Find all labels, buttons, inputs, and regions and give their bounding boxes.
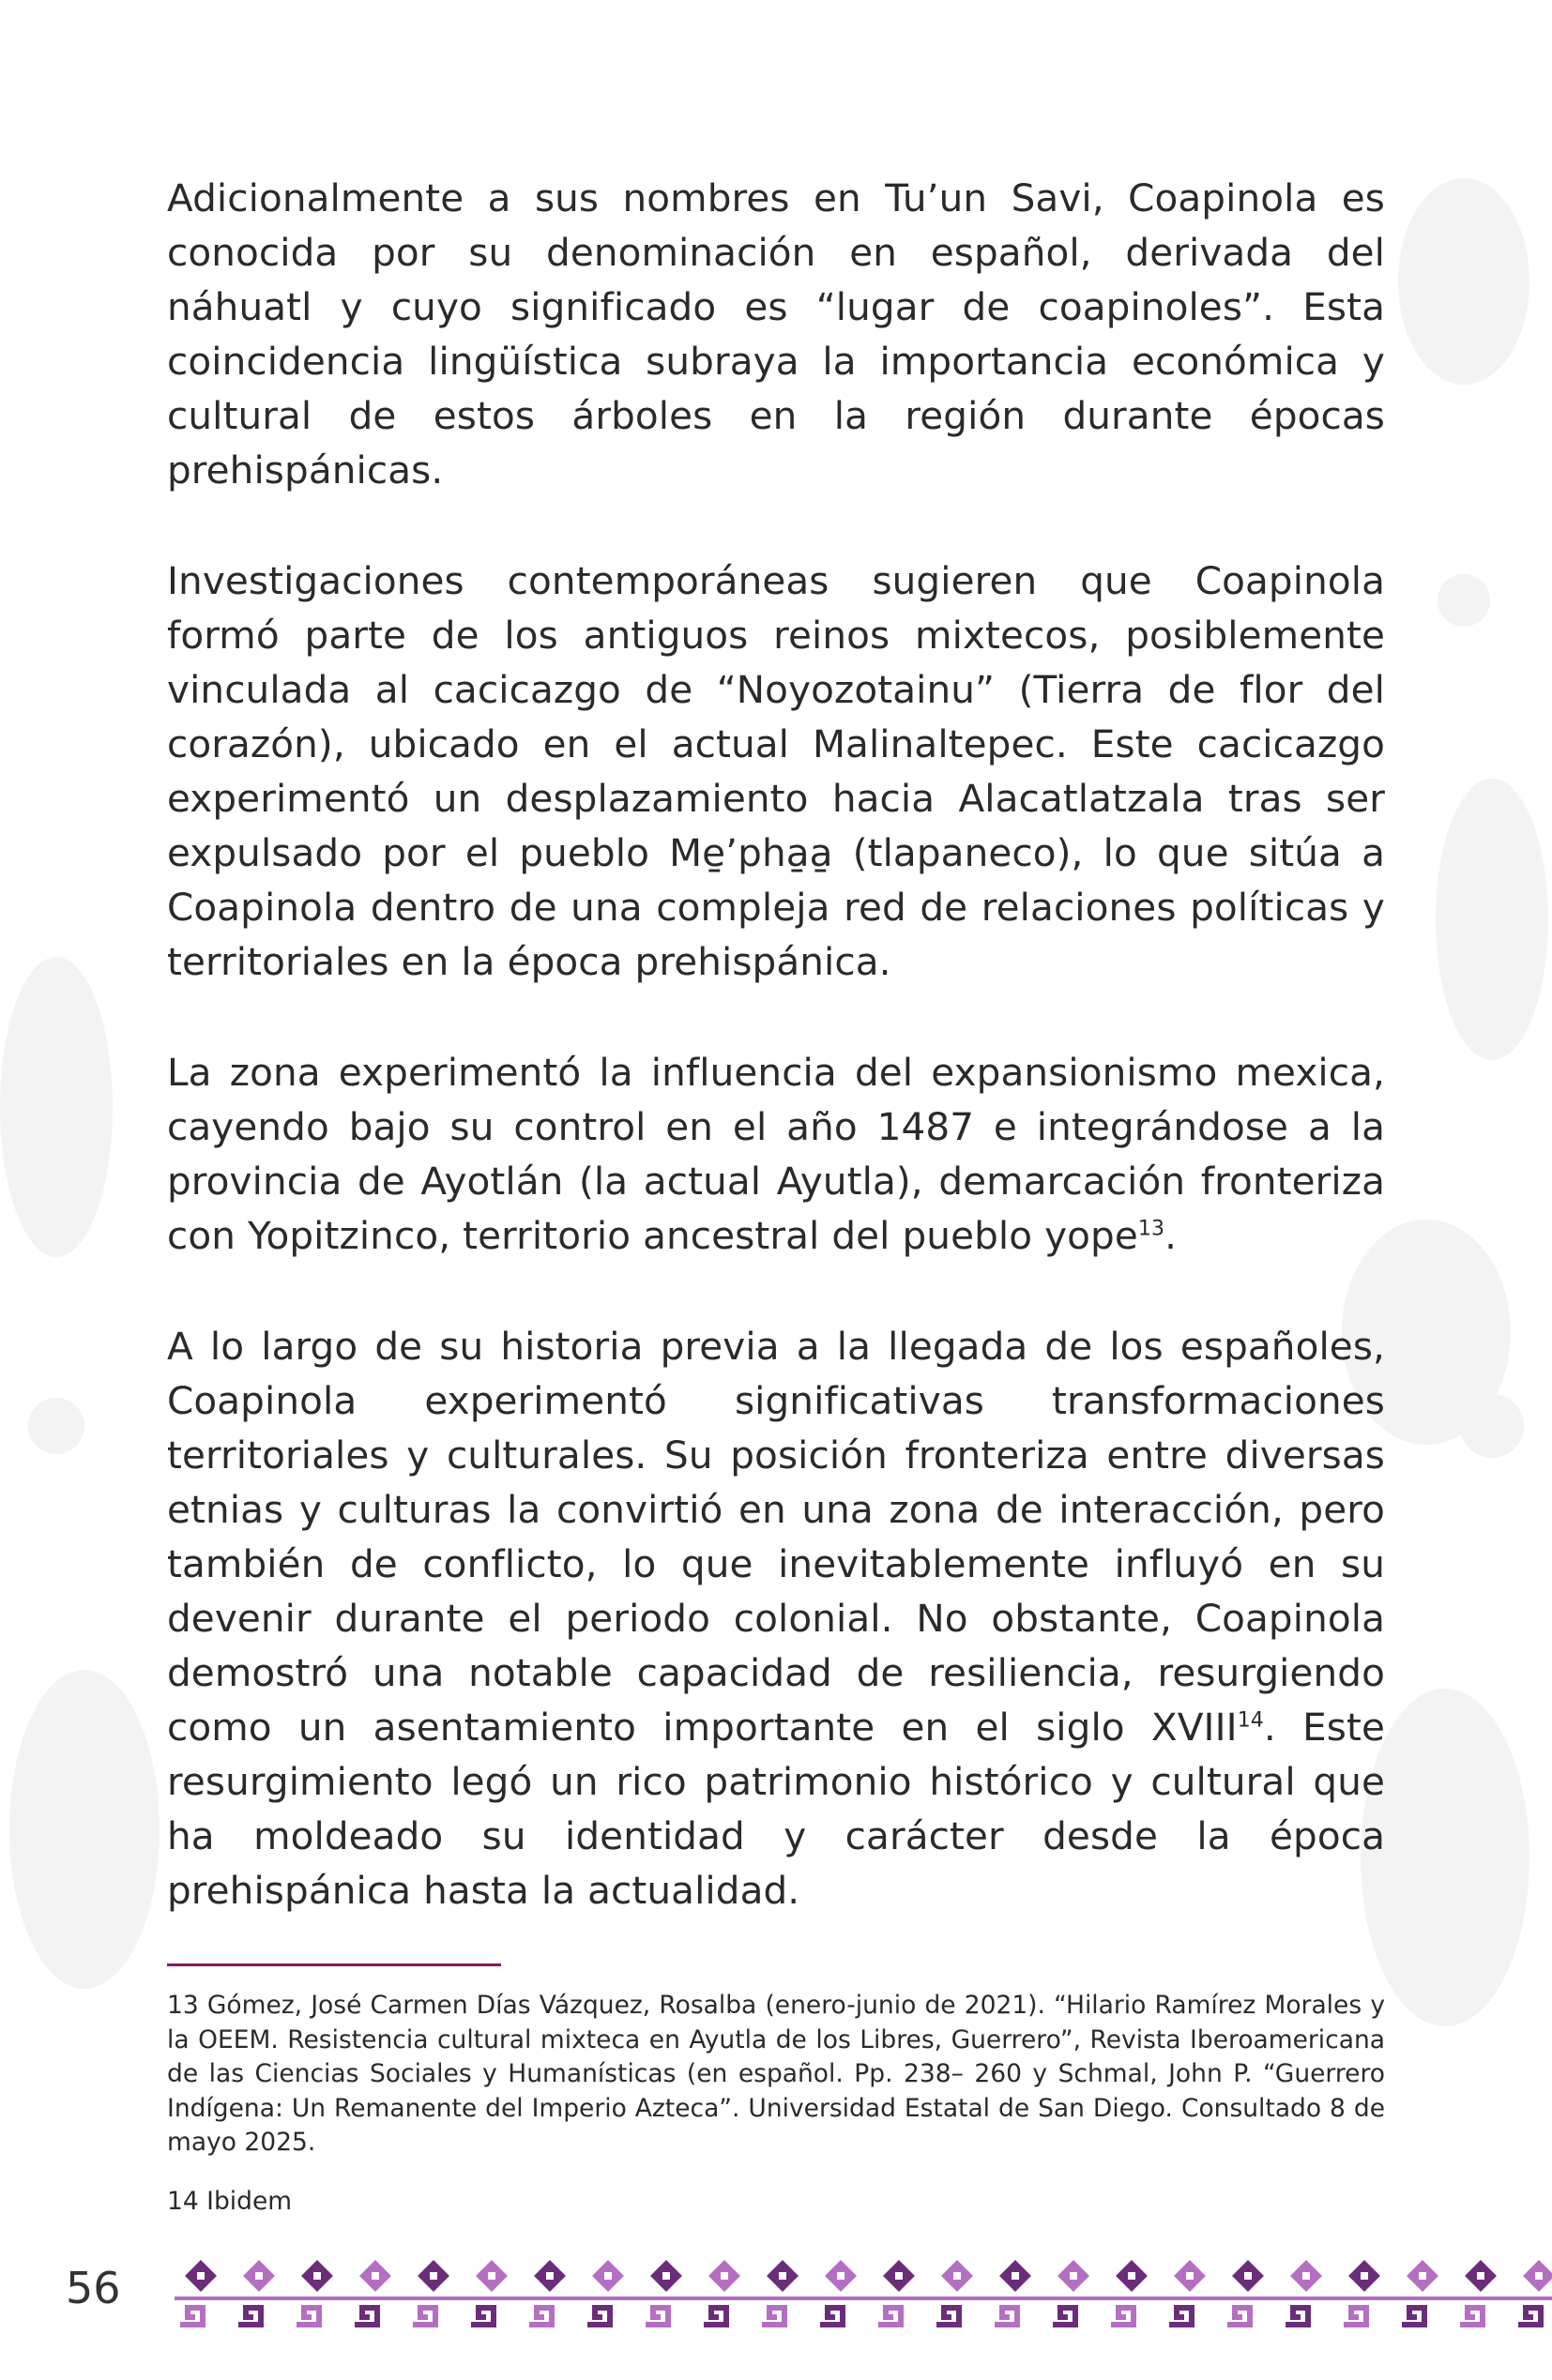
paragraph-3-tail: .: [1164, 1213, 1178, 1258]
embroidered-flower-icon: [999, 2260, 1031, 2292]
footnote-14: 14 Ibidem: [167, 2186, 293, 2216]
embroidered-flower-icon: [1232, 2260, 1264, 2292]
embroidered-hook-icon: [1227, 2308, 1250, 2325]
embroidered-flower-icon: [1290, 2260, 1322, 2292]
embroidered-flower-icon: [185, 2260, 217, 2292]
embroidered-flower-icon: [767, 2260, 799, 2292]
paragraph-3-text: La zona experimentó la influencia del expansionismo mexica, cayendo bajo su control en el año 1487 e integrándose a la provincia de Ayotlán (la actual Ayutla), demarcación fronteriza con Yopitzinco, territorio ancestral del pueblo yope: [167, 1050, 1385, 1258]
deer-motif-icon: [1361, 1689, 1529, 2026]
paragraph-4-tail: . Este resurgimiento legó un rico patrimonio histórico y cultural que ha moldeado su identidad y carácter desde la época prehispánica hasta la actualidad.: [167, 1705, 1385, 1913]
flower-motif-icon: [1460, 1394, 1524, 1458]
embroidered-flower-icon: [592, 2260, 624, 2292]
embroidered-hook-icon: [820, 2308, 843, 2325]
footnotes: [167, 1989, 1385, 2243]
embroidered-flower-icon: [650, 2260, 682, 2292]
embroidered-hook-icon: [1344, 2308, 1366, 2325]
embroidered-hook-icon: [646, 2308, 668, 2325]
embroidered-hook-icon: [878, 2308, 901, 2325]
embroidered-hook-icon: [471, 2308, 494, 2325]
embroidered-flower-icon: [1116, 2260, 1148, 2292]
embroidered-hook-icon: [529, 2308, 552, 2325]
paragraph-2: Investigaciones contemporáneas sugieren que Coapinola formó parte de los antiguos reinos mixtecos, posiblemente vinculada al cacicazgo de “Noyozotainu” (Tierra de flor del corazón), ubicado en el actual Malinaltepec. Este cacicazgo experimentó un desplazamiento hacia Alacatlatzala tras ser expulsado por el pueblo Me̱’pha̱a̱ (tlapaneco), lo que sitúa a Coapinola dentro de una compleja red de relaciones políticas y territoriales en la época prehispánica.: [167, 558, 1385, 984]
footnote-ref-13[interactable]: 13: [1137, 1217, 1165, 1241]
footnote-divider: [167, 1963, 501, 1966]
body-text: [167, 171, 1385, 1974]
embroidered-hook-icon: [587, 2308, 610, 2325]
embroidered-hook-icon: [936, 2308, 959, 2325]
embroidered-flower-icon: [1174, 2260, 1206, 2292]
border-center-line: [175, 2297, 1552, 2300]
embroidered-hook-icon: [1402, 2308, 1424, 2325]
deer-motif-icon: [1398, 178, 1529, 385]
embroidered-flower-icon: [301, 2260, 333, 2292]
embroidered-hook-icon: [238, 2308, 261, 2325]
flower-motif-icon: [1438, 574, 1490, 627]
embroidered-flower-icon: [418, 2260, 449, 2292]
embroidered-flower-icon: [359, 2260, 391, 2292]
paragraph-4-text: A lo largo de su historia previa a la llegada de los españoles, Coapinola experimentó significativas transformaciones territoriales y culturales. Su posición fronteriza entre diversas etnias y culturas la convirtió en una zona de interacción, pero también de conflicto, lo que inevitablemente influyó en su devenir durante el periodo colonial. No obstante, Coapinola demostró una notable capacidad de resiliencia, resurgiendo como un asentamiento importante en el siglo XVIII: [167, 1324, 1385, 1750]
deer-motif-icon: [1436, 779, 1548, 1060]
embroidery-border: [175, 2251, 1552, 2345]
paragraph-3: [167, 1045, 1385, 1263]
embroidered-flower-icon: [1523, 2260, 1552, 2292]
embroidered-flower-icon: [534, 2260, 566, 2292]
embroidered-hook-icon: [762, 2308, 784, 2325]
embroidered-hook-icon: [995, 2308, 1017, 2325]
embroidered-hook-icon: [413, 2308, 435, 2325]
embroidered-hook-icon: [355, 2308, 377, 2325]
embroidered-hook-icon: [1460, 2308, 1483, 2325]
embroidered-hook-icon: [1111, 2308, 1134, 2325]
embroidered-flower-icon: [941, 2260, 973, 2292]
embroidered-flower-icon: [883, 2260, 915, 2292]
embroidered-hook-icon: [1169, 2308, 1192, 2325]
deer-motif-icon: [0, 957, 113, 1257]
embroidered-hook-icon: [1053, 2308, 1075, 2325]
paragraph-4: [167, 1319, 1385, 1918]
embroidered-flower-icon: [1407, 2260, 1438, 2292]
embroidered-hook-icon: [180, 2308, 203, 2325]
deer-motif-icon: [9, 1670, 160, 1989]
embroidered-hook-icon: [704, 2308, 726, 2325]
page-number: 56: [66, 2263, 121, 2313]
embroidered-flower-icon: [1348, 2260, 1380, 2292]
embroidered-flower-icon: [476, 2260, 508, 2292]
embroidered-flower-icon: [825, 2260, 857, 2292]
embroidered-hook-icon: [1286, 2308, 1308, 2325]
embroidered-flower-icon: [1465, 2260, 1497, 2292]
embroidered-flower-icon: [1057, 2260, 1089, 2292]
embroidered-hook-icon: [1518, 2308, 1541, 2325]
flower-motif-icon: [28, 1398, 84, 1454]
paragraph-1: Adicionalmente a sus nombres en Tu’un Savi, Coapinola es conocida por su denominación en español, derivada del náhuatl y cuyo significado es “lugar de coapinoles”. Esta coincidencia lingüística subraya la importancia económica y cultural de estos árboles en la región durante épocas prehispánicas.: [167, 175, 1385, 493]
footnote-ref-14[interactable]: 14: [1237, 1708, 1264, 1733]
footnote-13: 13 Gómez, José Carmen Días Vázquez, Rosalba (enero-junio de 2021). “Hilario Ramírez Morales y la OEEM. Resistencia cultural mixteca en Ayutla de los Libres, Guerrero”, Revista Iberoamericana de las Ciencias Sociales y Humanísticas (en español. Pp. 238– 260 y Schmal, John P. “Guerrero Indígena: Un Remanente del Imperio Azteca”. Universidad Estatal de San Diego. Consultado 8 de mayo 2025.: [167, 1991, 1385, 2157]
embroidered-flower-icon: [243, 2260, 275, 2292]
embroidered-flower-icon: [708, 2260, 740, 2292]
embroidered-hook-icon: [297, 2308, 319, 2325]
